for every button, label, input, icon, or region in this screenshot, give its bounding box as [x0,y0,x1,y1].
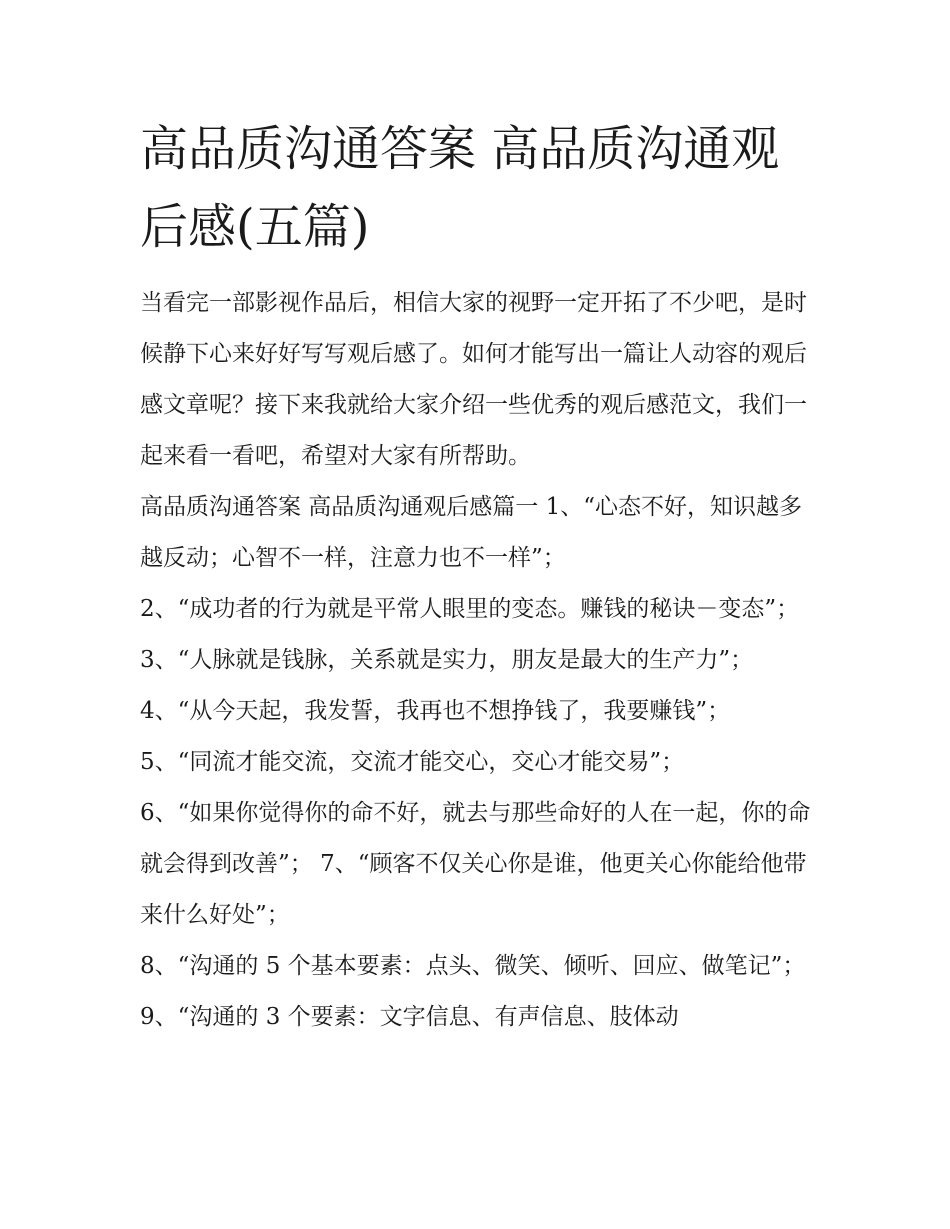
paragraph-item-2-3: 2、“成功者的行为就是平常人眼里的变态。赚钱的秘诀－变态”； 3、“人脉就是钱脉，关系就是实力，朋友是最大的生产力”； [140,596,800,673]
document-body [140,278,820,1043]
paragraph-item-1: 高品质沟通答案 高品质沟通观后感篇一 1、“心态不好，知识越多越反动；心智不一样，注意力也不一样”； [140,494,803,571]
paragraph-intro: 当看完一部影视作品后，相信大家的视野一定开拓了不少吧，是时候静下心来好好写写观后感了。如何才能写出一篇让人动容的观后感文章呢？接下来我就给大家介绍一些优秀的观后感范文，我们一起来看一看吧，希望对大家有所帮助。 [140,290,807,469]
paragraph-item-6-7: 6、“如果你觉得你的命不好，就去与那些命好的人在一起，你的命就会得到改善”； 7、“顾客不仅关心你是谁，他更关心你能给他带来什么好处”； [140,800,811,928]
document-title: 高品质沟通答案 高品质沟通观后感(五篇) [140,121,780,255]
paragraph-item-8-9: 8、“沟通的 5 个基本要素：点头、微笑、倾听、回应、做笔记”； 9、“沟通的 3 个要素：文字信息、有声信息、肢体动 [140,953,806,1030]
paragraph-item-5: 5、“同流才能交流，交流才能交心，交心才能交易”； [140,749,685,775]
paragraph-item-4: 4、“从今天起，我发誓，我再也不想挣钱了，我要赚钱”； [140,698,731,724]
